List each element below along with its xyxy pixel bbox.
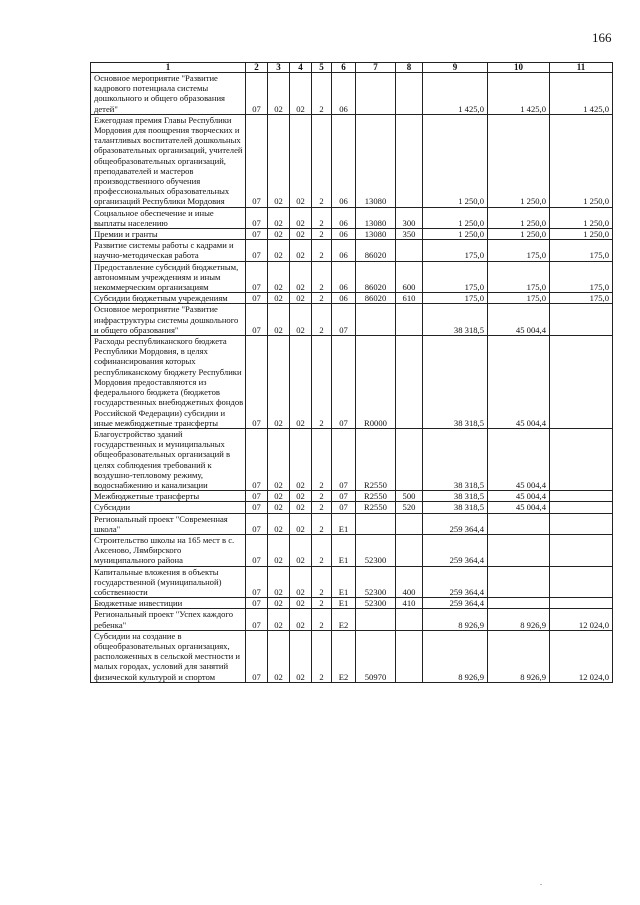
col-om-cell: 07 [332, 336, 356, 429]
col-sum-1-cell: 8 926,9 [423, 609, 488, 630]
col-vr-cell [396, 609, 423, 630]
col-sum-2-cell: 175,0 [488, 261, 550, 293]
col-pgp-cell: 2 [312, 491, 332, 502]
col-sum-2-cell [488, 566, 550, 598]
col-sum-3-cell [550, 428, 613, 490]
row-name-cell: Премии и гранты [91, 229, 246, 240]
col-pr-cell: 02 [268, 73, 290, 115]
col-sum-3-cell [550, 502, 613, 513]
col-pgp-cell: 2 [312, 502, 332, 513]
col-gp-cell: 02 [290, 293, 312, 304]
col-direction-cell: R2550 [356, 502, 396, 513]
header-row [91, 63, 613, 73]
col-rz-cell: 07 [246, 513, 268, 534]
header-col-4: 4 [290, 63, 312, 73]
table-row [91, 293, 613, 304]
col-sum-3-cell [550, 304, 613, 336]
col-sum-3-cell: 12 024,0 [550, 630, 613, 682]
col-sum-2-cell: 45 004,4 [488, 428, 550, 490]
col-sum-1-cell: 38 318,5 [423, 491, 488, 502]
scan-mark: . [540, 878, 542, 887]
col-om-cell: E1 [332, 598, 356, 609]
header-col-3: 3 [268, 63, 290, 73]
col-direction-cell: 13080 [356, 207, 396, 228]
col-pgp-cell: 2 [312, 114, 332, 207]
table-row [91, 630, 613, 682]
table-row [91, 513, 613, 534]
col-pgp-cell: 2 [312, 336, 332, 429]
col-pgp-cell: 2 [312, 261, 332, 293]
col-sum-2-cell: 1 250,0 [488, 229, 550, 240]
col-pr-cell: 02 [268, 513, 290, 534]
col-pgp-cell: 2 [312, 513, 332, 534]
col-pr-cell: 02 [268, 502, 290, 513]
col-sum-3-cell [550, 336, 613, 429]
row-name-cell: Социальное обеспечение и иные выплаты населению [91, 207, 246, 228]
col-sum-3-cell: 1 250,0 [550, 207, 613, 228]
col-om-cell: E2 [332, 609, 356, 630]
col-rz-cell: 07 [246, 428, 268, 490]
col-sum-1-cell: 175,0 [423, 240, 488, 261]
col-direction-cell [356, 513, 396, 534]
col-direction-cell: 86020 [356, 240, 396, 261]
col-sum-3-cell [550, 566, 613, 598]
row-name-cell: Строительство школы на 165 мест в с. Аксеново, Лямбирского муниципального района [91, 534, 246, 566]
col-sum-3-cell: 175,0 [550, 240, 613, 261]
col-pgp-cell: 2 [312, 73, 332, 115]
row-name-cell: Субсидии [91, 502, 246, 513]
col-sum-2-cell: 175,0 [488, 293, 550, 304]
col-om-cell: 06 [332, 261, 356, 293]
col-sum-2-cell [488, 598, 550, 609]
col-om-cell: 06 [332, 73, 356, 115]
col-sum-2-cell: 45 004,4 [488, 502, 550, 513]
col-om-cell: 06 [332, 229, 356, 240]
col-vr-cell [396, 336, 423, 429]
col-direction-cell: 52300 [356, 534, 396, 566]
col-rz-cell: 07 [246, 293, 268, 304]
col-gp-cell: 02 [290, 114, 312, 207]
table-row [91, 304, 613, 336]
col-vr-cell: 600 [396, 261, 423, 293]
col-sum-2-cell: 1 250,0 [488, 114, 550, 207]
col-direction-cell: 86020 [356, 261, 396, 293]
table-row [91, 73, 613, 115]
col-om-cell: 06 [332, 240, 356, 261]
col-sum-1-cell: 1 250,0 [423, 114, 488, 207]
row-name-cell: Основное мероприятие "Развитие инфраструктуры системы дошкольного и общего образования" [91, 304, 246, 336]
col-sum-3-cell: 175,0 [550, 261, 613, 293]
table-row [91, 114, 613, 207]
header-col-7: 7 [356, 63, 396, 73]
col-sum-2-cell: 8 926,9 [488, 609, 550, 630]
col-vr-cell: 410 [396, 598, 423, 609]
header-col-9: 9 [423, 63, 488, 73]
col-pgp-cell: 2 [312, 609, 332, 630]
col-direction-cell: R0000 [356, 336, 396, 429]
col-sum-3-cell: 12 024,0 [550, 609, 613, 630]
col-gp-cell: 02 [290, 534, 312, 566]
col-sum-3-cell: 175,0 [550, 293, 613, 304]
col-gp-cell: 02 [290, 73, 312, 115]
col-vr-cell [396, 304, 423, 336]
col-rz-cell: 07 [246, 609, 268, 630]
col-pgp-cell: 2 [312, 534, 332, 566]
col-pgp-cell: 2 [312, 630, 332, 682]
col-sum-3-cell [550, 491, 613, 502]
col-pr-cell: 02 [268, 240, 290, 261]
col-gp-cell: 02 [290, 261, 312, 293]
col-sum-2-cell: 45 004,4 [488, 304, 550, 336]
col-sum-2-cell [488, 513, 550, 534]
col-sum-1-cell: 8 926,9 [423, 630, 488, 682]
header-col-6: 6 [332, 63, 356, 73]
col-direction-cell: R2550 [356, 428, 396, 490]
row-name-cell: Благоустройство зданий государственных и муниципальных общеобразовательных организаций в целях соблюдения требований к воздушно-тепловому режиму, водоснабжению и канализации [91, 428, 246, 490]
col-direction-cell: 52300 [356, 566, 396, 598]
table-row [91, 534, 613, 566]
col-vr-cell: 500 [396, 491, 423, 502]
col-sum-2-cell: 1 250,0 [488, 207, 550, 228]
col-direction-cell: 86020 [356, 293, 396, 304]
table-row [91, 336, 613, 429]
row-name-cell: Основное мероприятие "Развитие кадрового потенциала системы дошкольного и общего образования детей" [91, 73, 246, 115]
col-sum-3-cell [550, 598, 613, 609]
header-col-5: 5 [312, 63, 332, 73]
col-gp-cell: 02 [290, 304, 312, 336]
col-pr-cell: 02 [268, 428, 290, 490]
col-pr-cell: 02 [268, 261, 290, 293]
col-gp-cell: 02 [290, 240, 312, 261]
col-rz-cell: 07 [246, 261, 268, 293]
col-gp-cell: 02 [290, 609, 312, 630]
row-name-cell: Региональный проект "Успех каждого ребенка" [91, 609, 246, 630]
table-row [91, 609, 613, 630]
col-gp-cell: 02 [290, 566, 312, 598]
col-sum-1-cell: 38 318,5 [423, 428, 488, 490]
col-rz-cell: 07 [246, 598, 268, 609]
col-sum-1-cell: 259 364,4 [423, 566, 488, 598]
table-row [91, 207, 613, 228]
table-row [91, 428, 613, 490]
col-om-cell: E1 [332, 566, 356, 598]
row-name-cell: Ежегодная премия Главы Республики Мордовия для поощрения творческих и талантливых воспитателей дошкольных образовательных организаций, учителей общеобразовательных организаций, преподавателей и мастеров производственного обучения профессиональных образовательных организаций Республики Мордовия [91, 114, 246, 207]
col-om-cell: 06 [332, 293, 356, 304]
col-rz-cell: 07 [246, 207, 268, 228]
col-rz-cell: 07 [246, 534, 268, 566]
col-sum-1-cell: 1 425,0 [423, 73, 488, 115]
col-rz-cell: 07 [246, 630, 268, 682]
col-sum-3-cell: 1 250,0 [550, 114, 613, 207]
col-sum-3-cell: 1 250,0 [550, 229, 613, 240]
col-gp-cell: 02 [290, 502, 312, 513]
col-pr-cell: 02 [268, 491, 290, 502]
table-row [91, 261, 613, 293]
col-rz-cell: 07 [246, 73, 268, 115]
header-col-2: 2 [246, 63, 268, 73]
row-name-cell: Капитальные вложения в объекты государственной (муниципальной) собственности [91, 566, 246, 598]
col-vr-cell [396, 73, 423, 115]
col-gp-cell: 02 [290, 207, 312, 228]
col-om-cell: E1 [332, 513, 356, 534]
col-pr-cell: 02 [268, 598, 290, 609]
col-gp-cell: 02 [290, 428, 312, 490]
col-pr-cell: 02 [268, 336, 290, 429]
col-sum-2-cell: 1 425,0 [488, 73, 550, 115]
col-sum-3-cell [550, 513, 613, 534]
col-pgp-cell: 2 [312, 598, 332, 609]
col-rz-cell: 07 [246, 240, 268, 261]
table-row [91, 240, 613, 261]
col-pr-cell: 02 [268, 207, 290, 228]
col-direction-cell: R2550 [356, 491, 396, 502]
col-vr-cell: 610 [396, 293, 423, 304]
col-gp-cell: 02 [290, 513, 312, 534]
col-direction-cell: 50970 [356, 630, 396, 682]
col-gp-cell: 02 [290, 491, 312, 502]
col-pr-cell: 02 [268, 293, 290, 304]
col-vr-cell: 350 [396, 229, 423, 240]
col-sum-1-cell: 38 318,5 [423, 304, 488, 336]
col-pgp-cell: 2 [312, 240, 332, 261]
row-name-cell: Расходы республиканского бюджета Республики Мордовия, в целях софинансирования которых республиканскому бюджету Республики Мордовия предоставляются из федерального бюджета (бюджетов государственных внебюджетных фондов Российской Федерации) субсидии и иные межбюджетные трансферты [91, 336, 246, 429]
table-row [91, 598, 613, 609]
col-gp-cell: 02 [290, 598, 312, 609]
col-pgp-cell: 2 [312, 428, 332, 490]
col-rz-cell: 07 [246, 229, 268, 240]
header-col-10: 10 [488, 63, 550, 73]
col-sum-1-cell: 1 250,0 [423, 229, 488, 240]
col-sum-1-cell: 259 364,4 [423, 598, 488, 609]
col-vr-cell [396, 630, 423, 682]
col-gp-cell: 02 [290, 630, 312, 682]
col-gp-cell: 02 [290, 229, 312, 240]
col-om-cell: 07 [332, 502, 356, 513]
col-direction-cell [356, 304, 396, 336]
col-sum-3-cell: 1 425,0 [550, 73, 613, 115]
col-sum-1-cell: 259 364,4 [423, 534, 488, 566]
col-sum-1-cell: 175,0 [423, 293, 488, 304]
header-col-8: 8 [396, 63, 423, 73]
row-name-cell: Межбюджетные трансферты [91, 491, 246, 502]
table-row [91, 229, 613, 240]
row-name-cell: Субсидии на создание в общеобразовательных организациях, расположенных в сельской местности и малых городах, условий для занятий физической культурой и спортом [91, 630, 246, 682]
col-rz-cell: 07 [246, 304, 268, 336]
col-sum-2-cell: 45 004,4 [488, 336, 550, 429]
col-vr-cell [396, 534, 423, 566]
col-pgp-cell: 2 [312, 304, 332, 336]
col-pr-cell: 02 [268, 304, 290, 336]
col-pr-cell: 02 [268, 534, 290, 566]
col-pgp-cell: 2 [312, 229, 332, 240]
table-row [91, 491, 613, 502]
col-sum-2-cell: 45 004,4 [488, 491, 550, 502]
col-vr-cell [396, 428, 423, 490]
col-direction-cell: 13080 [356, 229, 396, 240]
col-vr-cell: 400 [396, 566, 423, 598]
table-row [91, 566, 613, 598]
col-sum-1-cell: 1 250,0 [423, 207, 488, 228]
page-number: 166 [592, 30, 612, 45]
col-vr-cell [396, 114, 423, 207]
col-pgp-cell: 2 [312, 293, 332, 304]
col-sum-3-cell [550, 534, 613, 566]
row-name-cell: Региональный проект "Современная школа" [91, 513, 246, 534]
row-name-cell: Предоставление субсидий бюджетным, автономным учреждениям и иным некоммерческим организациям [91, 261, 246, 293]
row-name-cell: Субсидии бюджетным учреждениям [91, 293, 246, 304]
col-vr-cell: 520 [396, 502, 423, 513]
col-pr-cell: 02 [268, 630, 290, 682]
col-rz-cell: 07 [246, 336, 268, 429]
col-sum-2-cell [488, 534, 550, 566]
col-om-cell: 06 [332, 207, 356, 228]
col-om-cell: 07 [332, 304, 356, 336]
col-direction-cell: 52300 [356, 598, 396, 609]
col-gp-cell: 02 [290, 336, 312, 429]
col-sum-1-cell: 38 318,5 [423, 502, 488, 513]
col-vr-cell [396, 513, 423, 534]
header-col-1: 1 [91, 63, 246, 73]
row-name-cell: Бюджетные инвестиции [91, 598, 246, 609]
col-vr-cell: 300 [396, 207, 423, 228]
col-sum-1-cell: 259 364,4 [423, 513, 488, 534]
col-rz-cell: 07 [246, 114, 268, 207]
col-pr-cell: 02 [268, 609, 290, 630]
col-om-cell: 07 [332, 428, 356, 490]
col-vr-cell [396, 240, 423, 261]
col-sum-2-cell: 175,0 [488, 240, 550, 261]
col-om-cell: E1 [332, 534, 356, 566]
col-om-cell: 07 [332, 491, 356, 502]
col-sum-1-cell: 38 318,5 [423, 336, 488, 429]
col-rz-cell: 07 [246, 502, 268, 513]
col-pgp-cell: 2 [312, 207, 332, 228]
col-om-cell: 06 [332, 114, 356, 207]
col-sum-2-cell: 8 926,9 [488, 630, 550, 682]
col-pr-cell: 02 [268, 566, 290, 598]
header-col-11: 11 [550, 63, 613, 73]
col-pgp-cell: 2 [312, 566, 332, 598]
col-rz-cell: 07 [246, 566, 268, 598]
col-direction-cell: 13080 [356, 114, 396, 207]
col-om-cell: E2 [332, 630, 356, 682]
col-direction-cell [356, 609, 396, 630]
budget-table [90, 62, 613, 683]
col-rz-cell: 07 [246, 491, 268, 502]
col-pr-cell: 02 [268, 229, 290, 240]
table-row [91, 502, 613, 513]
row-name-cell: Развитие системы работы с кадрами и научно-методическая работа [91, 240, 246, 261]
col-sum-1-cell: 175,0 [423, 261, 488, 293]
col-direction-cell [356, 73, 396, 115]
col-pr-cell: 02 [268, 114, 290, 207]
